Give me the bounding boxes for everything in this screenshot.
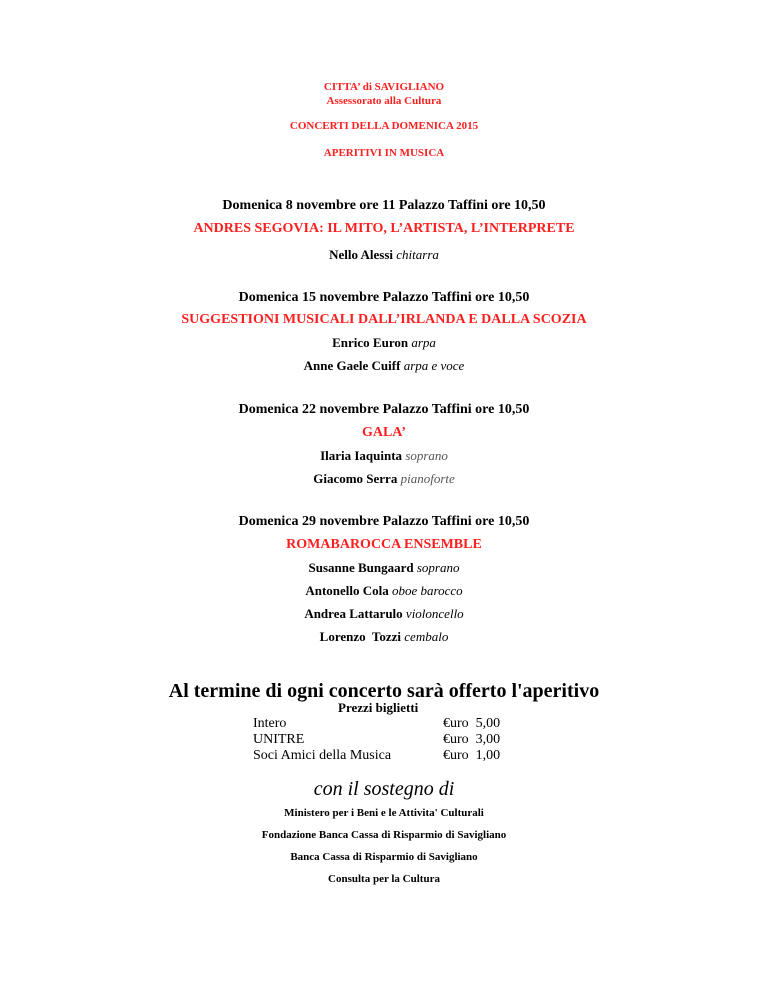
performer-name: Enrico Euron [332, 335, 409, 350]
aperitivo-note: Al termine di ogni concerto sarà offerto l'aperitivo [168, 680, 600, 702]
performer-name: Lorenzo Tozzi [319, 629, 402, 644]
performer-name: Ilaria Iaquinta [320, 448, 403, 463]
office-name: Assessorato alla Cultura [326, 95, 442, 107]
price-table [253, 716, 513, 764]
concert-2-title: SUGGESTIONI MUSICALI DALL’IRLANDA E DALLA SCOZIA [181, 312, 587, 327]
price-value: €uro 5,00 [443, 716, 501, 731]
concert-4-performer-2 [0, 583, 768, 599]
price-value: €uro 3,00 [443, 732, 501, 747]
performer-role: chitarra [396, 247, 439, 262]
concert-1-title: ANDRES SEGOVIA: IL MITO, L’ARTISTA, L’INTERPRETE [193, 221, 575, 236]
concert-2-performer-2 [0, 358, 768, 374]
concert-3-performer-2 [0, 471, 768, 487]
concert-1-date: Domenica 8 novembre ore 11 Palazzo Taffini ore 10,50 [222, 198, 546, 213]
concert-4-performer-3 [0, 606, 768, 622]
concert-2-performer-1 [0, 335, 768, 351]
city-name: CITTA’ di SAVIGLIANO [323, 81, 445, 93]
concert-3-performer-1 [0, 448, 768, 464]
performer-role: cembalo [404, 629, 449, 644]
price-row [253, 732, 513, 748]
performer-name: Nello Alessi [329, 247, 394, 262]
sponsor-item: Fondazione Banca Cassa di Risparmio di Savigliano [261, 829, 507, 841]
performer-role: arpa e voce [403, 358, 465, 373]
performer-role: violoncello [405, 606, 464, 621]
performer-role: soprano [405, 448, 448, 463]
performer-name: Giacomo Serra [313, 471, 398, 486]
price-row [253, 716, 513, 732]
concert-4-performer-4 [0, 629, 768, 645]
series-subtitle: APERITIVI IN MUSICA [323, 147, 445, 159]
concert-4-title: ROMABAROCCA ENSEMBLE [286, 537, 482, 552]
concert-3-date: Domenica 22 novembre Palazzo Taffini ore 10,50 [238, 402, 530, 417]
price-label: UNITRE [253, 732, 305, 747]
performer-role: oboe barocco [392, 583, 463, 598]
performer-role: arpa [411, 335, 436, 350]
performer-name: Anne Gaele Cuiff [303, 358, 401, 373]
concert-3-title: GALA’ [361, 425, 407, 440]
price-row [253, 748, 513, 764]
concert-4-performer-1 [0, 560, 768, 576]
sponsor-item: Consulta per la Cultura [328, 873, 440, 885]
support-heading: con il sostegno di [313, 778, 455, 800]
price-value: €uro 1,00 [443, 748, 501, 763]
sponsor-item: Banca Cassa di Risparmio di Savigliano [290, 851, 478, 863]
prices-title: Prezzi biglietti [338, 700, 419, 715]
performer-role: soprano [416, 560, 460, 575]
performer-name: Andrea Lattarulo [304, 606, 403, 621]
series-title: CONCERTI DELLA DOMENICA 2015 [289, 120, 479, 132]
performer-role: pianoforte [400, 471, 455, 486]
performer-name: Antonello Cola [305, 583, 389, 598]
performer-name: Susanne Bungaard [308, 560, 414, 575]
price-label: Intero [253, 716, 287, 731]
concert-1-performer-1 [0, 247, 768, 263]
price-label: Soci Amici della Musica [253, 748, 392, 763]
concert-4-date: Domenica 29 novembre Palazzo Taffini ore 10,50 [238, 514, 530, 529]
sponsor-item: Ministero per i Beni e le Attivita' Culturali [284, 807, 484, 819]
concert-2-date: Domenica 15 novembre Palazzo Taffini ore 10,50 [238, 290, 530, 305]
